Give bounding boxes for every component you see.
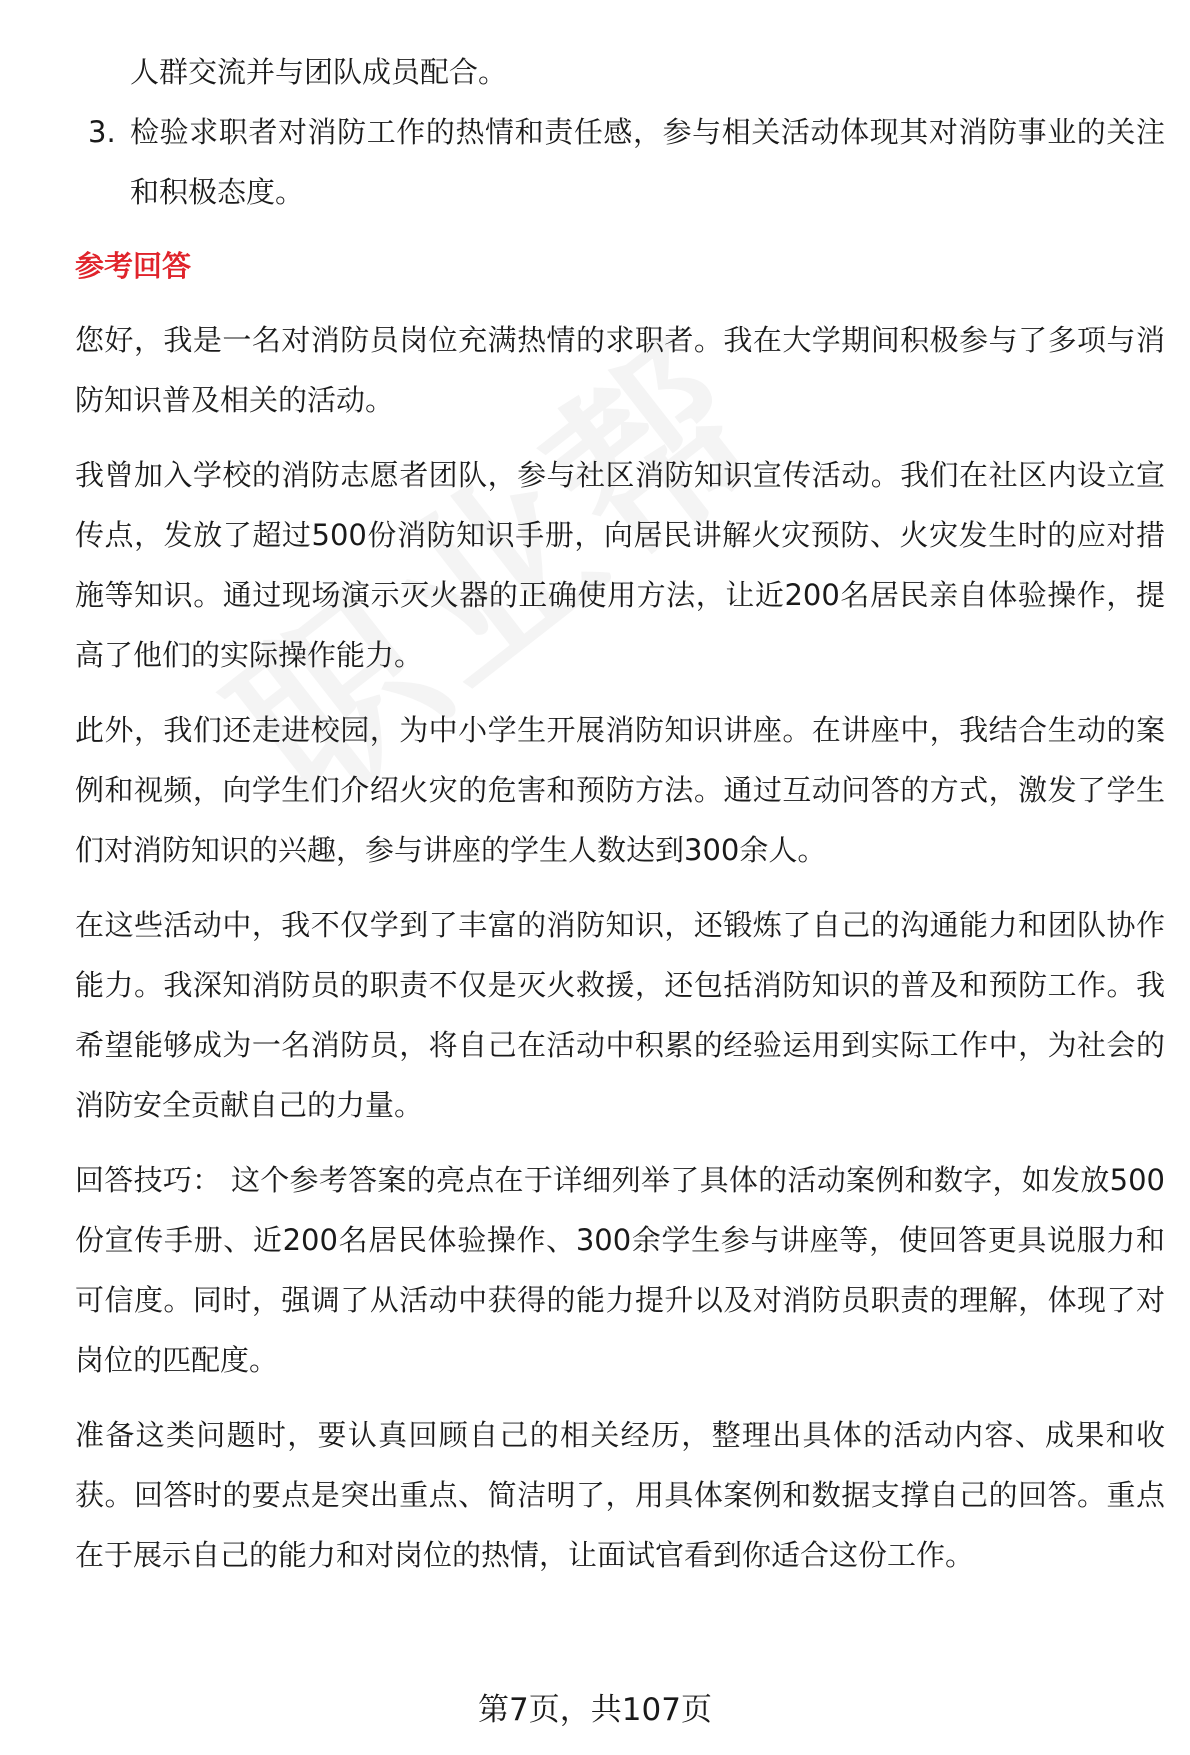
list-item-3 (75, 102, 1165, 222)
page-content (75, 42, 1165, 1585)
paragraph-volunteer: 我曾加入学校的消防志愿者团队，参与社区消防知识宣传活动。我们在社区内设立宣传点，发放了超过500份消防知识手册，向居民讲解火灾预防、火灾发生时的应对措施等知识。通过现场演示灭火器的正确使用方法，让近200名居民亲自体验操作，提高了他们的实际操作能力。 (75, 458, 1165, 672)
page-number: 第7页，共107页 (478, 1692, 712, 1728)
list-item-continuation: 人群交流并与团队成员配合。 (130, 55, 508, 89)
paragraph-tips: 回答技巧： 这个参考答案的亮点在于详细列举了具体的活动案例和数字，如发放500份宣传手册、近200名居民体验操作、300余学生参与讲座等，使回答更具说服力和可信度。同时，强调了从活动中获得的能力提升以及对消防员职责的理解，体现了对岗位的匹配度。 (75, 1163, 1165, 1377)
paragraph-school: 此外，我们还走进校园，为中小学生开展消防知识讲座。在讲座中，我结合生动的案例和视频，向学生们介绍火灾的危害和预防方法。通过互动问答的方式，激发了学生们对消防知识的兴趣，参与讲座的学生人数达到300余人。 (75, 713, 1165, 867)
paragraph-preparation: 准备这类问题时，要认真回顾自己的相关经历，整理出具体的活动内容、成果和收获。回答时的要点是突出重点、简洁明了，用具体案例和数据支撑自己的回答。重点在于展示自己的能力和对岗位的热情，让面试官看到你适合这份工作。 (75, 1418, 1165, 1572)
answer-heading: 参考回答 (75, 249, 192, 283)
list-item-number: 3. (88, 115, 116, 149)
paragraph-summary: 在这些活动中，我不仅学到了丰富的消防知识，还锻炼了自己的沟通能力和团队协作能力。我深知消防员的职责不仅是灭火救援，还包括消防知识的普及和预防工作。我希望能够成为一名消防员，将自己在活动中积累的经验运用到实际工作中，为社会的消防安全贡献自己的力量。 (75, 908, 1165, 1122)
list-item-text: 检验求职者对消防工作的热情和责任感，参与相关活动体现其对消防事业的关注和积极态度。 (130, 115, 1165, 209)
paragraph-intro: 您好，我是一名对消防员岗位充满热情的求职者。我在大学期间积极参与了多项与消防知识普及相关的活动。 (75, 323, 1165, 417)
